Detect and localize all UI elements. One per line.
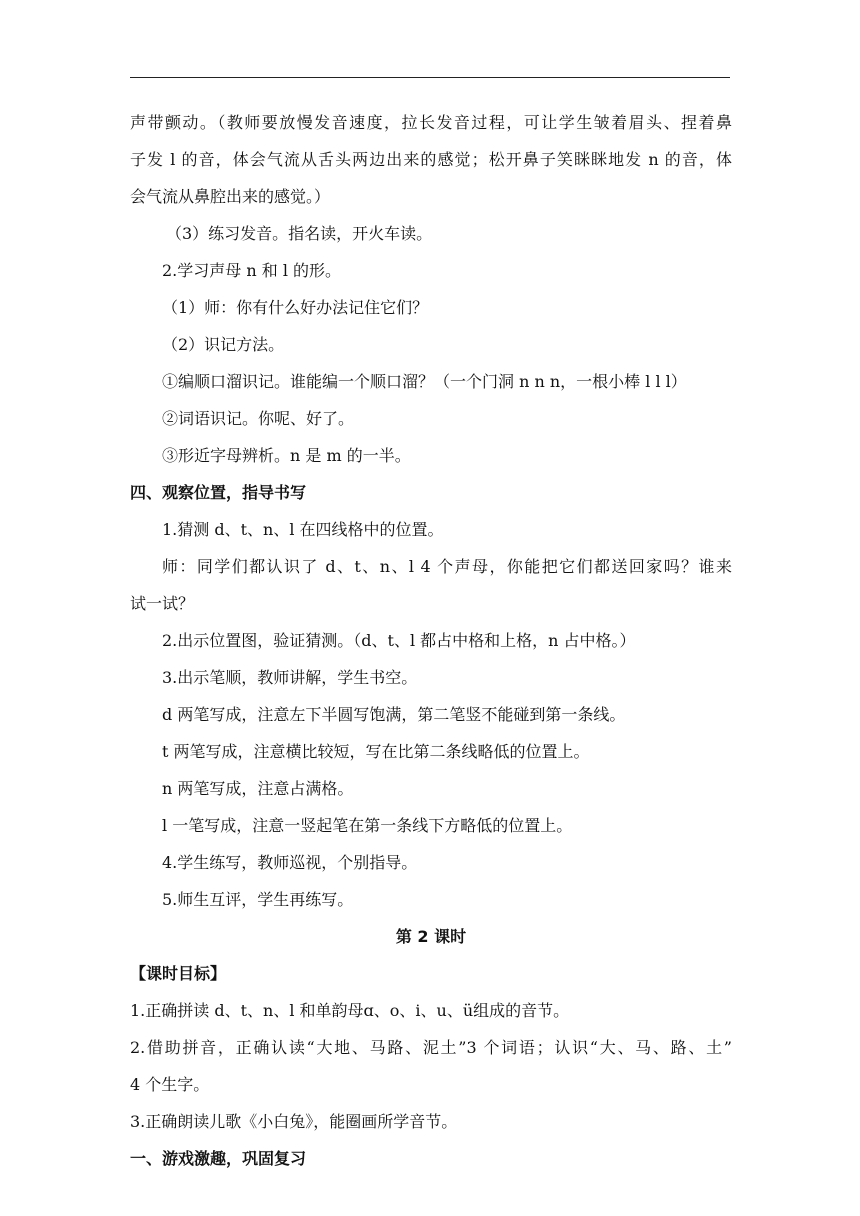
paragraph-line: （3）练习发音。指名读，开火车读。: [166, 224, 433, 243]
paragraph-line: 会气流从鼻腔出来的感觉。）: [130, 187, 331, 206]
paragraph-line: 3.出示笔顺，教师讲解，学生书空。: [162, 668, 418, 687]
paragraph-line: 5.师生互评，学生再练写。: [162, 890, 354, 909]
paragraph-line: ②词语识记。你呢、好了。: [162, 409, 355, 428]
paragraph-line: （1）师：你有什么好办法记住它们？: [162, 298, 429, 317]
section-heading: 一、游戏激趣，巩固复习: [130, 1149, 307, 1168]
paragraph-line: 2.借助拼音，正确认读“大地、马路、泥土”3 个词语；认识“大、马、路、土”: [130, 1038, 732, 1057]
paragraph-line: 声带颤动。（教师要放慢发音速度，拉长发音过程，可让学生皱着眉头、捏着鼻: [130, 113, 732, 132]
section-heading: 【课时目标】: [130, 964, 227, 983]
paragraph-line: 师：同学们都认识了 d、t、n、l 4 个声母，你能把它们都送回家吗？谁来: [162, 557, 732, 576]
paragraph-line: 3.正确朗读儿歌《小白兔》，能圈画所学音节。: [130, 1112, 458, 1131]
paragraph-line: 1.猜测 d、t、n、l 在四线格中的位置。: [162, 520, 444, 539]
paragraph-line: 试一试？: [130, 594, 195, 613]
header-rule: [130, 77, 730, 78]
paragraph-line: d 两笔写成，注意左下半圆写饱满，第二笔竖不能碰到第一条线。: [162, 705, 626, 724]
paragraph-line: 子发 l 的音，体会气流从舌头两边出来的感觉；松开鼻子笑眯眯地发 n 的音，体: [130, 150, 732, 169]
paragraph-line: t 两笔写成，注意横比较短，写在比第二条线略低的位置上。: [162, 742, 590, 761]
paragraph-line: l 一笔写成，注意一竖起笔在第一条线下方略低的位置上。: [162, 816, 573, 835]
paragraph-line: ①编顺口溜识记。谁能编一个顺口溜？（一个门洞 n n n，一根小棒 l l l）: [162, 372, 687, 391]
paragraph-line: ③形近字母辨析。n 是 m 的一半。: [162, 446, 411, 465]
paragraph-line: （2）识记方法。: [162, 335, 285, 354]
paragraph-line: 4 个生字。: [130, 1075, 210, 1094]
paragraph-line: 4.学生练写，教师巡视，个别指导。: [162, 853, 418, 872]
section-heading: 四、观察位置，指导书写: [130, 483, 307, 502]
lesson-title: 第 2 课时: [395, 927, 467, 946]
paragraph-line: 2.学习声母 n 和 l 的形。: [162, 261, 342, 280]
paragraph-line: 2.出示位置图，验证猜测。（d、t、l 都占中格和上格，n 占中格。）: [162, 631, 636, 650]
document-body: [130, 104, 732, 1177]
paragraph-line: n 两笔写成，注意占满格。: [162, 779, 354, 798]
paragraph-line: 1.正确拼读 d、t、n、l 和单韵母ɑ、o、i、u、ü组成的音节。: [130, 1001, 570, 1020]
